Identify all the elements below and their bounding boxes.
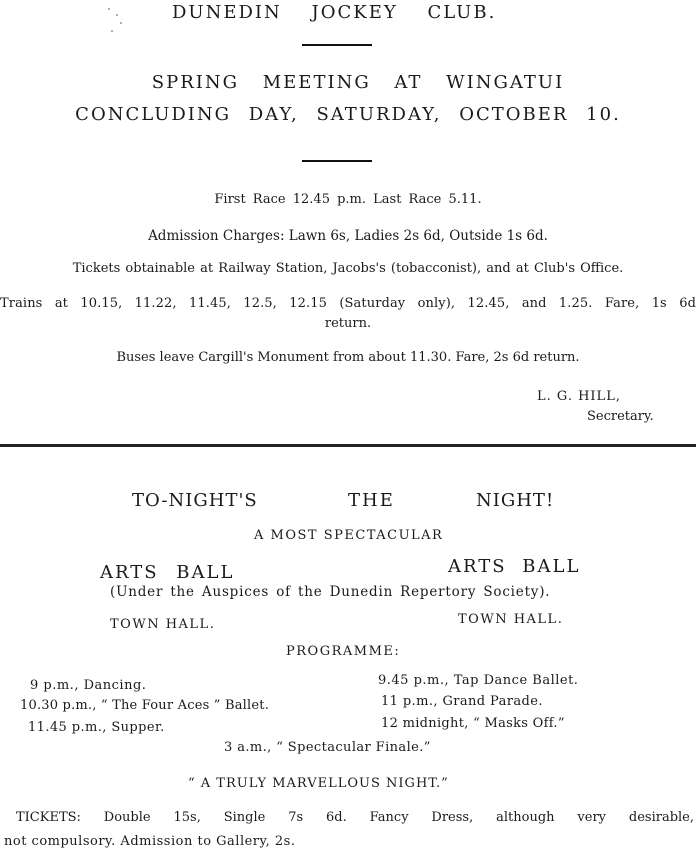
programme-heading: PROGRAMME: <box>286 644 401 659</box>
ticket-notes: not compulsory. Admission to Gallery, 2s. <box>4 834 296 849</box>
programme-right-item: 9.45 p.m., Tap Dance Ballet. <box>378 673 579 688</box>
programme-right-item: 12 midnight, “ Masks Off.” <box>381 716 565 731</box>
tonight-word-2: THE <box>348 490 395 511</box>
print-speck <box>108 8 110 10</box>
meeting-heading: SPRING MEETING AT WINGATUI <box>151 72 565 93</box>
bus-info: Buses leave Cargill's Monument from about 11.30. Fare, 2s 6d return. <box>116 350 580 365</box>
finale-line: 3 a.m., “ Spectacular Finale.” <box>224 740 431 755</box>
programme-right-item: 11 p.m., Grand Parade. <box>381 694 543 709</box>
tagline: “ A TRULY MARVELLOUS NIGHT.” <box>188 776 449 791</box>
venue-left: TOWN HALL. <box>110 617 216 632</box>
club-title: DUNEDIN JOCKEY CLUB. <box>172 2 497 23</box>
train-times-continued: return. <box>324 316 372 331</box>
train-times: Trains at 10.15, 11.22, 11.45, 12.5, 12.15 (Saturday only), 12.45, and 1.25. Fare, 1s 6d <box>0 296 696 311</box>
ticket-outlets: Tickets obtainable at Railway Station, Jacobs's (tobacconist), and at Club's Office. <box>72 261 624 276</box>
signatory-name: L. G. HILL, <box>537 389 621 404</box>
concluding-day-heading: CONCLUDING DAY, SATURDAY, OCTOBER 10. <box>75 104 621 125</box>
arts-ball-left: ARTS BALL <box>100 562 235 583</box>
programme-left-item: 11.45 p.m., Supper. <box>28 720 165 735</box>
admission-charges: Admission Charges: Lawn 6s, Ladies 2s 6d, Outside 1s 6d. <box>148 228 548 244</box>
programme-left-item: 9 p.m., Dancing. <box>30 678 147 693</box>
auspices-line: (Under the Auspices of the Dunedin Repertory Society). <box>110 584 551 600</box>
heading-divider <box>302 160 372 162</box>
print-speck <box>120 22 122 24</box>
arts-ball-right: ARTS BALL <box>448 556 581 577</box>
programme-left-item: 10.30 p.m., “ The Four Aces ” Ballet. <box>20 698 270 713</box>
ticket-prices: TICKETS: Double 15s, Single 7s 6d. Fancy Dress, although very desirable, <box>16 810 694 825</box>
spectacular-line: A MOST SPECTACULAR <box>254 528 444 543</box>
print-speck <box>116 14 118 16</box>
signatory-title: Secretary. <box>587 409 654 424</box>
tonight-word-3: NIGHT! <box>476 490 555 511</box>
venue-right: TOWN HALL. <box>458 612 564 627</box>
tonight-word-1: TO-NIGHT'S <box>132 490 258 511</box>
race-times: First Race 12.45 p.m. Last Race 5.11. <box>214 192 482 207</box>
title-divider <box>302 44 372 46</box>
column-separator <box>0 444 696 447</box>
print-speck <box>111 30 113 32</box>
